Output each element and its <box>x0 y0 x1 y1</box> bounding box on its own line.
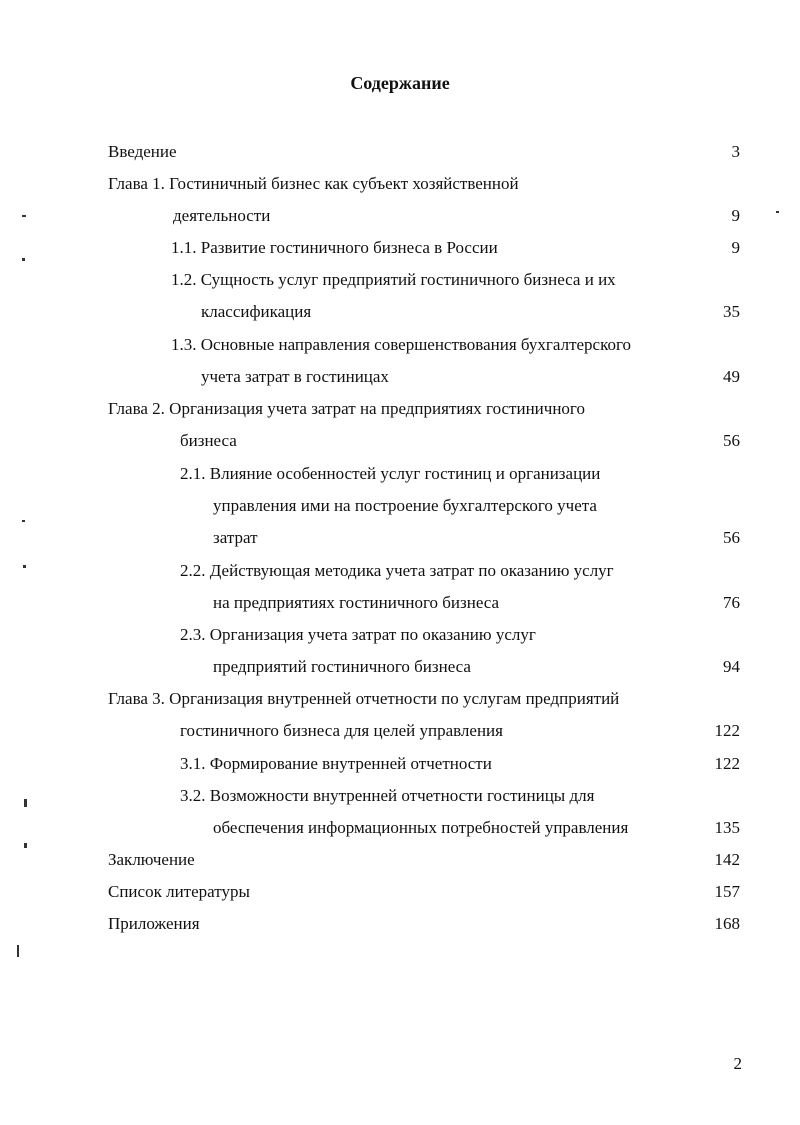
toc-line: Приложения <box>108 914 200 933</box>
toc-page-number: 9 <box>731 238 740 257</box>
toc-page-number: 3 <box>731 142 740 161</box>
scan-speck <box>17 945 19 957</box>
toc-line: Заключение <box>108 850 195 869</box>
toc-line: 3.2. Возможности внутренней отчетности гостиницы для <box>180 786 595 805</box>
toc-line: классификация <box>201 302 312 321</box>
toc-line: Глава 2. Организация учета затрат на предприятиях гостиничного <box>108 399 585 418</box>
toc-line: 3.1. Формирование внутренней отчетности <box>180 754 492 773</box>
toc-line: управления ими на построение бухгалтерского учета <box>213 496 597 515</box>
toc-line: 1.1. Развитие гостиничного бизнеса в России <box>171 238 498 257</box>
toc-page-number: 56 <box>723 431 740 450</box>
scan-speck <box>24 843 27 848</box>
toc-line: Глава 3. Организация внутренней отчетности по услугам предприятий <box>108 689 620 708</box>
scan-speck <box>23 565 26 568</box>
toc-page-number: 142 <box>714 850 740 869</box>
toc-line: Введение <box>108 142 177 161</box>
toc-page-number: 35 <box>723 302 740 321</box>
page-number: 2 <box>733 1054 742 1073</box>
scan-speck <box>22 258 25 261</box>
toc-line: затрат <box>213 528 258 547</box>
toc-line: 1.3. Основные направления совершенствования бухгалтерского <box>171 335 632 354</box>
scan-speck <box>22 215 26 217</box>
toc-line: предприятий гостиничного бизнеса <box>213 657 471 676</box>
toc-line: 1.2. Сущность услуг предприятий гостиничного бизнеса и их <box>171 270 616 289</box>
toc-page-number: 122 <box>714 721 740 740</box>
toc-line: Глава 1. Гостиничный бизнес как субъект хозяйственной <box>108 174 519 193</box>
toc-line: 2.3. Организация учета затрат по оказанию услуг <box>180 625 536 644</box>
toc-line: на предприятиях гостиничного бизнеса <box>213 593 500 612</box>
toc-page-number: 49 <box>723 367 740 386</box>
toc-line: 2.1. Влияние особенностей услуг гостиниц и организации <box>180 464 601 483</box>
toc-line: деятельности <box>173 206 271 225</box>
toc-line: обеспечения информационных потребностей управления <box>213 818 629 837</box>
toc-page-number: 76 <box>723 593 740 612</box>
toc-line: бизнеса <box>180 431 237 450</box>
page-title: Содержание <box>350 73 450 93</box>
toc-page-number: 9 <box>731 206 740 225</box>
toc-page-number: 94 <box>723 657 740 676</box>
toc-line: 2.2. Действующая методика учета затрат по оказанию услуг <box>180 561 614 580</box>
scan-speck <box>22 520 25 522</box>
toc-line: гостиничного бизнеса для целей управления <box>180 721 503 740</box>
scan-speck <box>776 211 779 213</box>
toc-page-number: 135 <box>714 818 740 837</box>
toc-line: Список литературы <box>108 882 250 901</box>
toc-page-number: 168 <box>714 914 740 933</box>
scan-speck <box>24 799 27 807</box>
toc-page-number: 56 <box>723 528 740 547</box>
toc-page-number: 157 <box>714 882 740 901</box>
toc-page-number: 122 <box>714 754 740 773</box>
toc-line: учета затрат в гостиницах <box>201 367 389 386</box>
